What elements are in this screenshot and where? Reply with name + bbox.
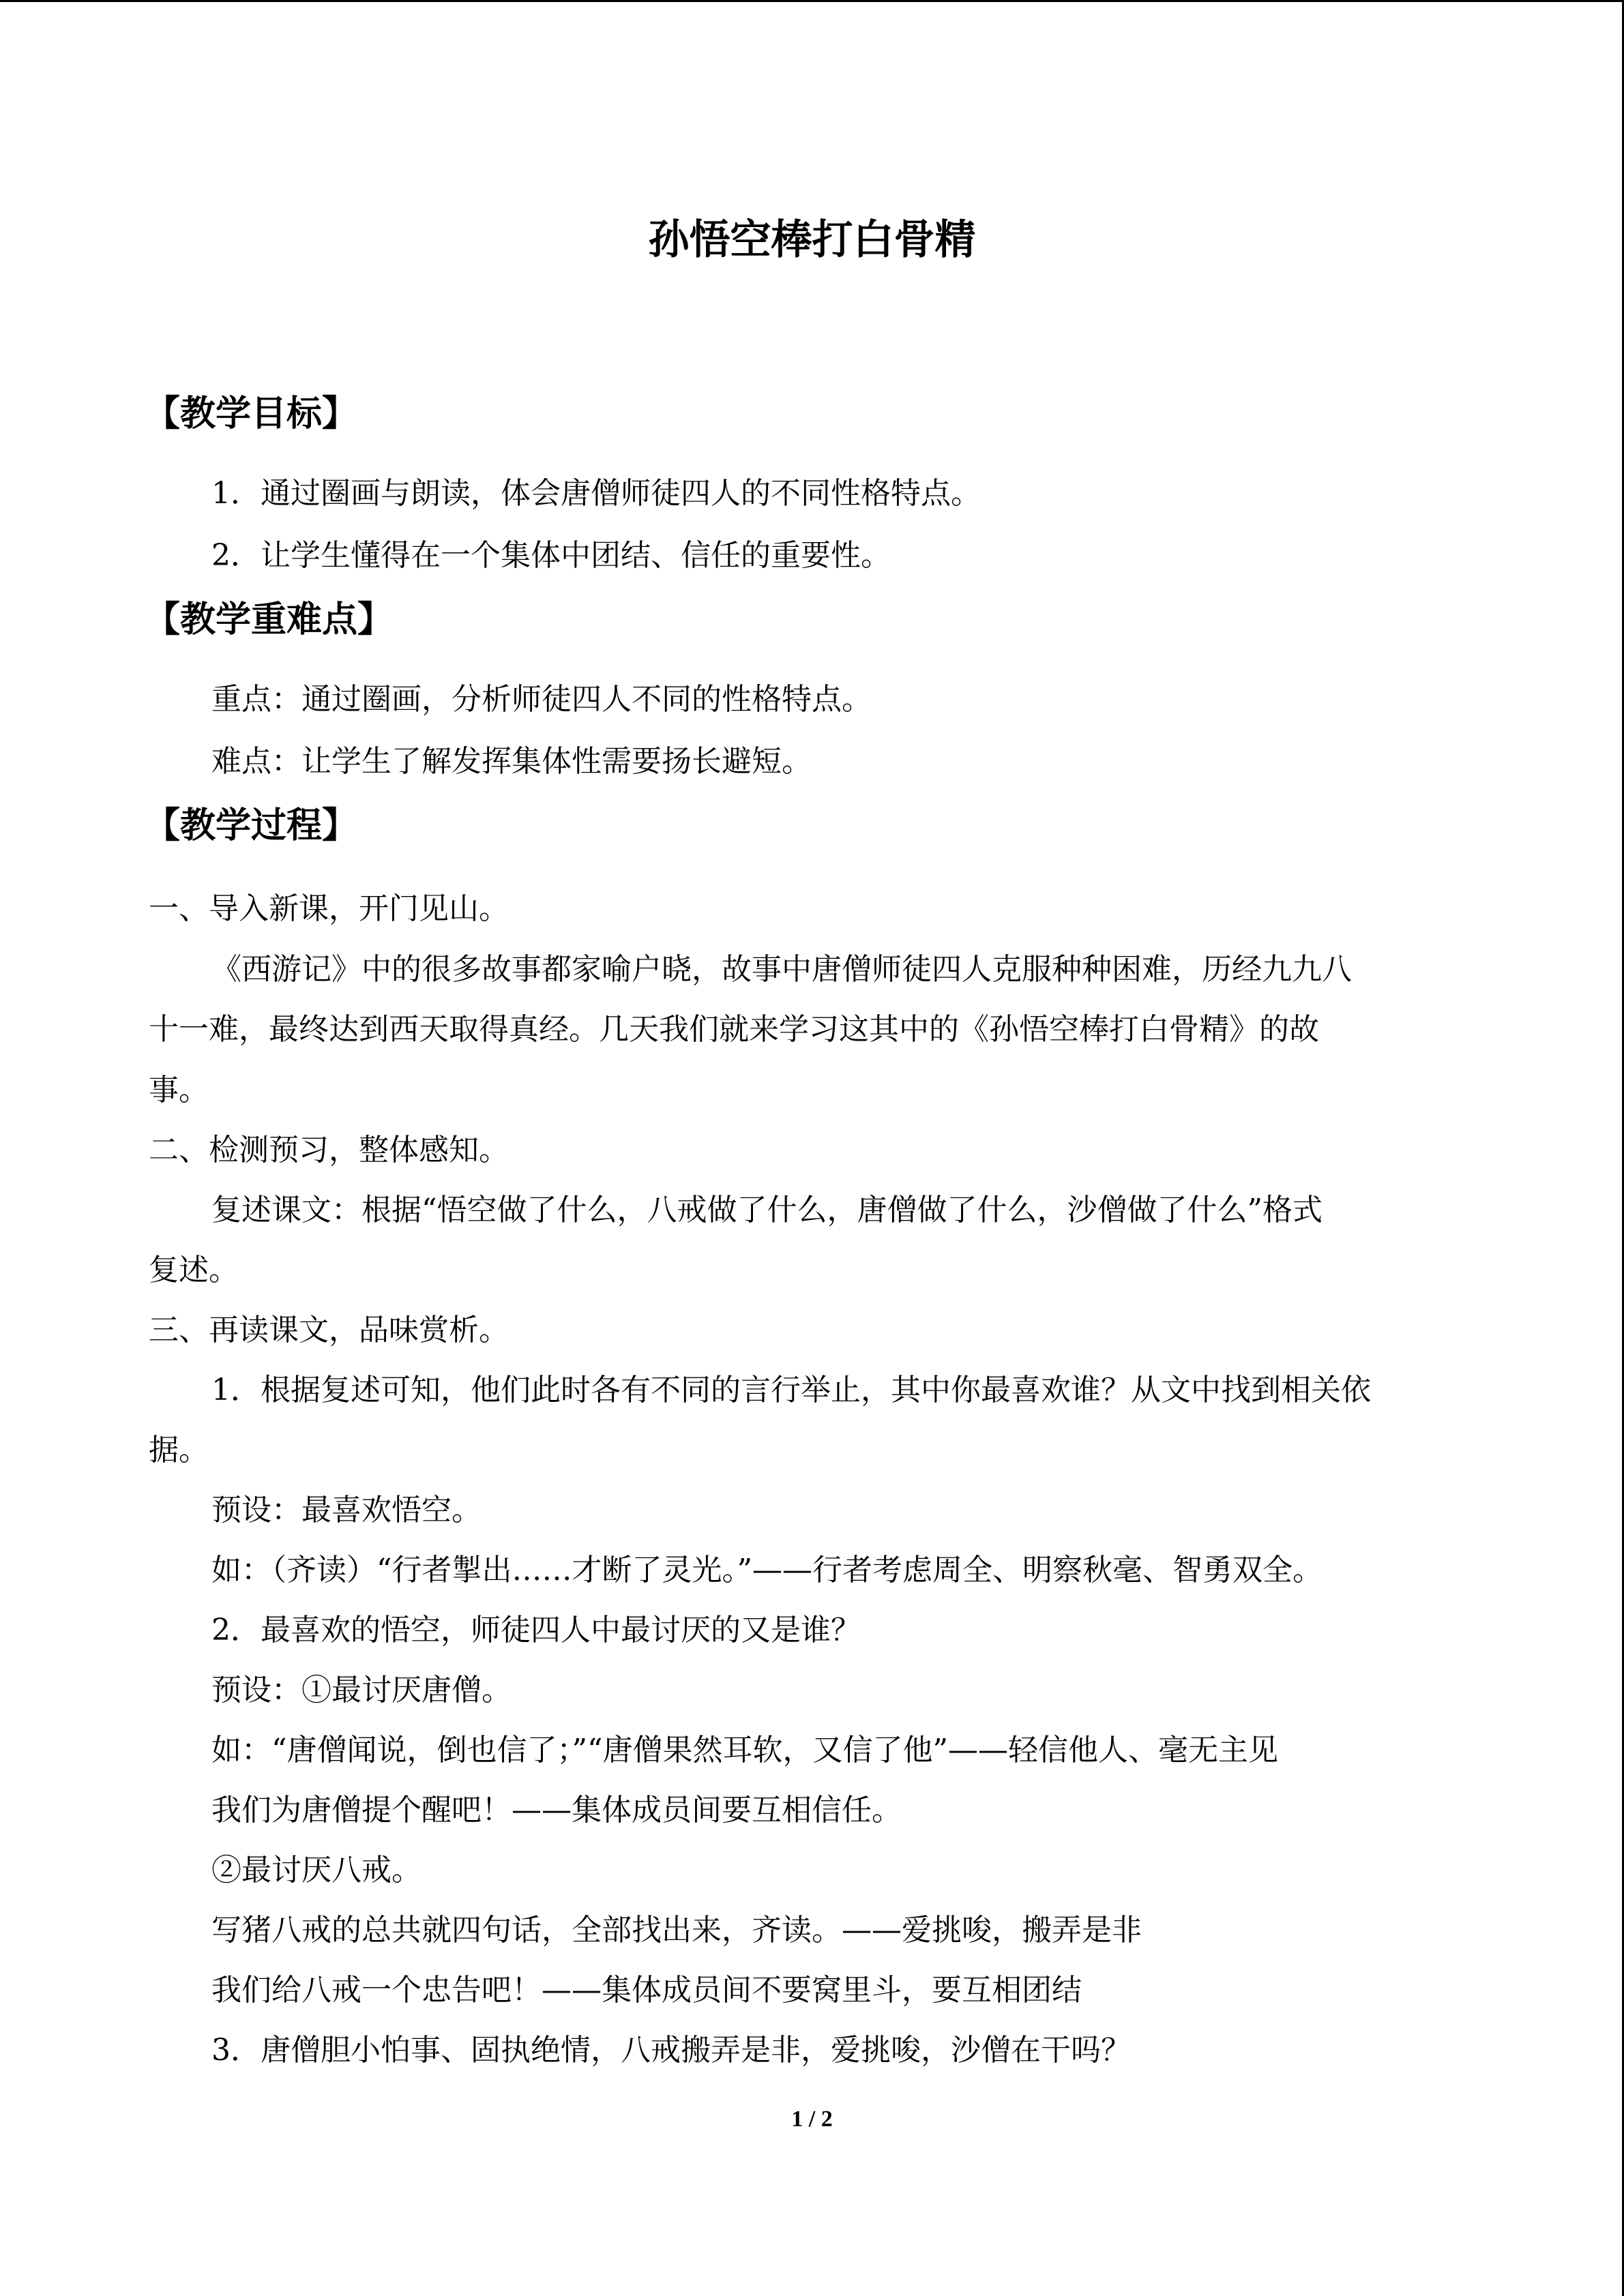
- text-line: 1．根据复述可知，他们此时各有不同的言行举止，其中你最喜欢谁？从文中找到相关依: [211, 1373, 1371, 1407]
- text-line: 复述。: [149, 1253, 239, 1287]
- text-line: 难点：让学生了解发挥集体性需要扬长避短。: [211, 744, 812, 779]
- section-heading-process: 【教学过程】: [145, 805, 358, 846]
- text-line: 事。: [149, 1073, 209, 1107]
- text-line: 我们为唐僧提个醒吧！——集体成员间要互相信任。: [211, 1793, 902, 1828]
- text-line: 复述课文：根据“悟空做了什么，八戒做了什么，唐僧做了什么，沙僧做了什么”格式: [211, 1193, 1323, 1227]
- section-heading-objectives: 【教学目标】: [145, 393, 358, 434]
- text-line: 2．让学生懂得在一个集体中团结、信任的重要性。: [211, 538, 891, 573]
- text-line: 三、再读课文，品味赏析。: [149, 1313, 509, 1347]
- text-line: 重点：通过圈画，分析师徒四人不同的性格特点。: [211, 682, 872, 717]
- text-line: 据。: [149, 1433, 209, 1467]
- text-line: 《西游记》中的很多故事都家喻户晓，故事中唐僧师徒四人克服种种困难，历经九九八: [211, 952, 1352, 987]
- text-line: 3．唐僧胆小怕事、固执绝情，八戒搬弄是非，爱挑唆，沙僧在干吗？: [211, 2033, 1131, 2068]
- text-line: 二、检测预习，整体感知。: [149, 1133, 509, 1167]
- text-line: 1．通过圈画与朗读，体会唐僧师徒四人的不同性格特点。: [211, 476, 981, 511]
- text-line: 写猪八戒的总共就四句话，全部找出来，齐读。——爱挑唆，搬弄是非: [211, 1913, 1142, 1948]
- text-line: 如：（齐读）“行者掣出……才断了灵光。”——行者考虑周全、明察秋毫、智勇双全。: [211, 1553, 1323, 1587]
- text-line: 十一难，最终达到西天取得真经。几天我们就来学习这其中的《孙悟空棒打白骨精》的故: [149, 1012, 1319, 1047]
- section-heading-key-points: 【教学重难点】: [145, 599, 394, 640]
- text-line: 我们给八戒一个忠告吧！——集体成员间不要窝里斗，要互相团结: [211, 1973, 1082, 2008]
- page-number: 1 / 2: [791, 2106, 833, 2132]
- text-line: 一、导入新课，开门见山。: [149, 891, 509, 926]
- page-border-top: [0, 0, 1624, 2]
- text-line: 预设：最喜欢悟空。: [211, 1493, 482, 1527]
- text-line: ②最讨厌八戒。: [211, 1853, 422, 1888]
- text-line: 预设：①最讨厌唐僧。: [211, 1673, 512, 1708]
- text-line: 2．最喜欢的悟空，师徒四人中最讨厌的又是谁？: [211, 1613, 861, 1648]
- document-title: 孙悟空棒打白骨精: [648, 216, 976, 264]
- text-line: 如：“唐僧闻说，倒也信了；”“唐僧果然耳软，又信了他”——轻信他人、毫无主见: [211, 1733, 1278, 1768]
